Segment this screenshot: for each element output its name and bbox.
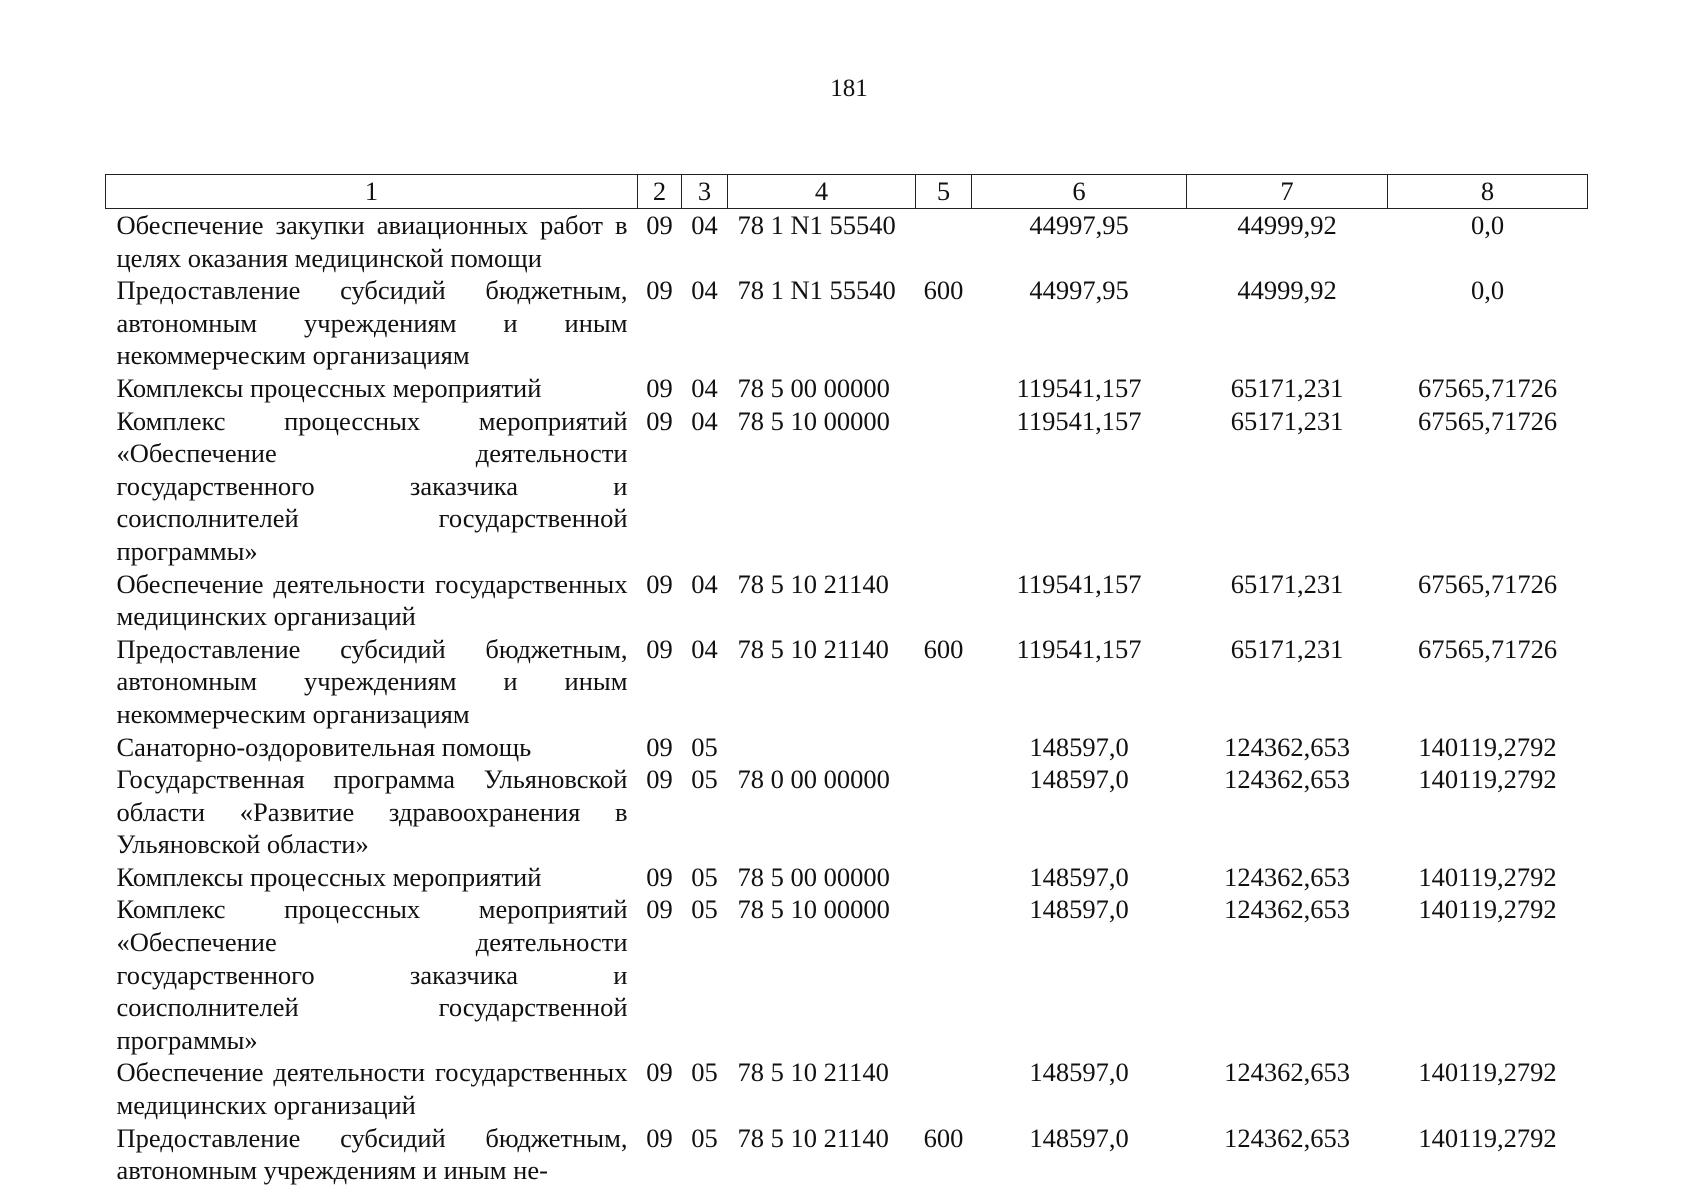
amount-cell: 124362,653 xyxy=(1224,861,1350,892)
amount-cell: 67565,71726 xyxy=(1417,372,1558,403)
row-name-cell: Обеспечение закупки авиационных работ в целях оказания медицинской помощи xyxy=(116,210,628,273)
column-header: 5 xyxy=(916,175,972,209)
subsection-cell: 05 xyxy=(691,894,718,925)
column-header: 1 xyxy=(106,175,638,209)
amount-cell: 140119,2792 xyxy=(1418,894,1557,925)
amount-cell: 65171,231 xyxy=(1230,372,1344,403)
section-cell: 09 xyxy=(646,633,673,664)
amount-cell: 44999,92 xyxy=(1237,275,1337,306)
amount-cell: 44997,95 xyxy=(1029,275,1129,306)
amount-cell: 148597,0 xyxy=(1029,731,1129,762)
amount-cell: 44997,95 xyxy=(1029,210,1129,240)
table-row xyxy=(106,274,1588,372)
section-cell: 09 xyxy=(646,210,673,240)
page-number: 181 xyxy=(830,75,868,102)
section-cell: 09 xyxy=(646,894,673,925)
table-row xyxy=(106,763,1588,861)
target-article-cell: 78 1 N1 55540 xyxy=(737,275,896,306)
section-cell: 09 xyxy=(646,372,673,403)
section-cell: 09 xyxy=(646,568,673,599)
amount-cell: 119541,157 xyxy=(1016,633,1142,664)
amount-cell: 67565,71726 xyxy=(1417,405,1558,436)
table-row xyxy=(106,1122,1588,1187)
subsection-cell: 04 xyxy=(691,372,718,403)
section-cell: 09 xyxy=(646,1057,673,1088)
target-article-cell: 78 5 00 00000 xyxy=(737,861,890,892)
header-row xyxy=(106,175,1588,209)
amount-cell: 148597,0 xyxy=(1029,1122,1129,1153)
target-article-cell: 78 5 10 21140 xyxy=(737,1057,889,1088)
row-name-cell: Предоставление субсидий бюджетным, автономным учреждениям и иным не- xyxy=(116,1122,628,1186)
table-row xyxy=(106,209,1588,275)
amount-cell: 124362,653 xyxy=(1224,1057,1350,1088)
target-article-cell: 78 5 10 21140 xyxy=(737,568,889,599)
subsection-cell: 04 xyxy=(691,568,718,599)
expense-type-cell xyxy=(916,405,972,568)
amount-cell: 124362,653 xyxy=(1224,1122,1350,1153)
column-header: 4 xyxy=(728,175,916,209)
expense-type-cell xyxy=(916,731,972,764)
expense-type-cell xyxy=(916,763,972,861)
amount-cell: 140119,2792 xyxy=(1418,1057,1557,1088)
table-row xyxy=(106,1056,1588,1121)
section-cell: 09 xyxy=(646,405,673,436)
target-article-cell: 78 1 N1 55540 xyxy=(737,210,896,240)
expense-type-cell: 600 xyxy=(923,275,964,306)
amount-cell: 44999,92 xyxy=(1237,210,1337,240)
expense-type-cell: 600 xyxy=(923,1122,964,1153)
table-row xyxy=(106,893,1588,1056)
target-article-cell: 78 5 00 00000 xyxy=(737,372,890,403)
column-header: 3 xyxy=(682,175,728,209)
expense-type-cell xyxy=(916,568,972,633)
target-article-cell: 78 5 10 00000 xyxy=(737,894,890,925)
row-name-cell: Предоставление субсидий бюджетным, автономным учреждениям и иным некоммерческим организациям xyxy=(116,275,628,371)
expense-type-cell xyxy=(916,861,972,894)
expense-type-cell xyxy=(916,209,972,275)
amount-cell: 0,0 xyxy=(1470,275,1505,306)
amount-cell: 119541,157 xyxy=(1016,405,1142,436)
row-name-cell: Предоставление субсидий бюджетным, автономным учреждениям и иным некоммерческим организациям xyxy=(116,633,628,729)
subsection-cell: 05 xyxy=(691,1122,718,1153)
amount-cell: 119541,157 xyxy=(1016,568,1142,599)
table-row xyxy=(106,731,1588,764)
row-name-cell: Комплекс процессных мероприятий «Обеспечение деятельности государственного заказчика и соисполнителей государственной программы» xyxy=(116,405,628,566)
section-cell: 09 xyxy=(646,861,673,892)
subsection-cell: 04 xyxy=(691,210,718,240)
table-row xyxy=(106,861,1588,894)
section-cell: 09 xyxy=(646,731,673,762)
budget-table xyxy=(105,174,1588,1187)
expense-type-cell xyxy=(916,372,972,405)
row-name-cell: Санаторно-оздоровительная помощь xyxy=(116,731,532,762)
amount-cell: 148597,0 xyxy=(1029,894,1129,925)
amount-cell: 124362,653 xyxy=(1224,764,1350,795)
section-cell: 09 xyxy=(646,764,673,795)
row-name-cell: Комплексы процессных мероприятий xyxy=(116,861,542,892)
amount-cell: 65171,231 xyxy=(1230,405,1344,436)
target-article-cell: 78 5 10 21140 xyxy=(737,1122,889,1153)
column-header: 7 xyxy=(1187,175,1388,209)
target-article-cell xyxy=(728,731,916,764)
section-cell: 09 xyxy=(646,1122,673,1153)
amount-cell: 148597,0 xyxy=(1029,1057,1129,1088)
amount-cell: 67565,71726 xyxy=(1417,633,1558,664)
target-article-cell: 78 0 00 00000 xyxy=(737,764,890,795)
table-body xyxy=(106,209,1588,1187)
amount-cell: 0,0 xyxy=(1470,210,1505,240)
column-header: 6 xyxy=(972,175,1187,209)
column-header: 2 xyxy=(638,175,682,209)
table-row xyxy=(106,568,1588,633)
row-name-cell: Комплекс процессных мероприятий «Обеспечение деятельности государственного заказчика и соисполнителей государственной программы» xyxy=(116,894,628,1055)
amount-cell: 140119,2792 xyxy=(1418,861,1557,892)
row-name-cell: Обеспечение деятельности государственных медицинских организаций xyxy=(116,1057,628,1121)
amount-cell: 65171,231 xyxy=(1230,633,1344,664)
subsection-cell: 04 xyxy=(691,405,718,436)
amount-cell: 140119,2792 xyxy=(1418,764,1557,795)
amount-cell: 140119,2792 xyxy=(1418,1122,1557,1153)
table-row xyxy=(106,633,1588,731)
amount-cell: 140119,2792 xyxy=(1418,731,1557,762)
expense-type-cell: 600 xyxy=(923,633,964,664)
target-article-cell: 78 5 10 21140 xyxy=(737,633,889,664)
table-row xyxy=(106,372,1588,405)
table-row xyxy=(106,405,1588,568)
row-name-cell: Комплексы процессных мероприятий xyxy=(116,372,542,403)
subsection-cell: 05 xyxy=(691,731,718,762)
expense-type-cell xyxy=(916,1056,972,1121)
amount-cell: 67565,71726 xyxy=(1417,568,1558,599)
amount-cell: 148597,0 xyxy=(1029,764,1129,795)
column-header: 8 xyxy=(1388,175,1588,209)
amount-cell: 124362,653 xyxy=(1224,894,1350,925)
subsection-cell: 05 xyxy=(691,1057,718,1088)
amount-cell: 65171,231 xyxy=(1230,568,1344,599)
amount-cell: 148597,0 xyxy=(1029,861,1129,892)
subsection-cell: 04 xyxy=(691,633,718,664)
subsection-cell: 05 xyxy=(691,764,718,795)
row-name-cell: Государственная программа Ульяновской области «Развитие здравоохранения в Ульяновской области» xyxy=(116,764,628,860)
subsection-cell: 05 xyxy=(691,861,718,892)
target-article-cell: 78 5 10 00000 xyxy=(737,405,890,436)
amount-cell: 119541,157 xyxy=(1016,372,1142,403)
expense-type-cell xyxy=(916,893,972,1056)
row-name-cell: Обеспечение деятельности государственных медицинских организаций xyxy=(116,568,628,632)
amount-cell: 124362,653 xyxy=(1224,731,1350,762)
section-cell: 09 xyxy=(646,275,673,306)
subsection-cell: 04 xyxy=(691,275,718,306)
